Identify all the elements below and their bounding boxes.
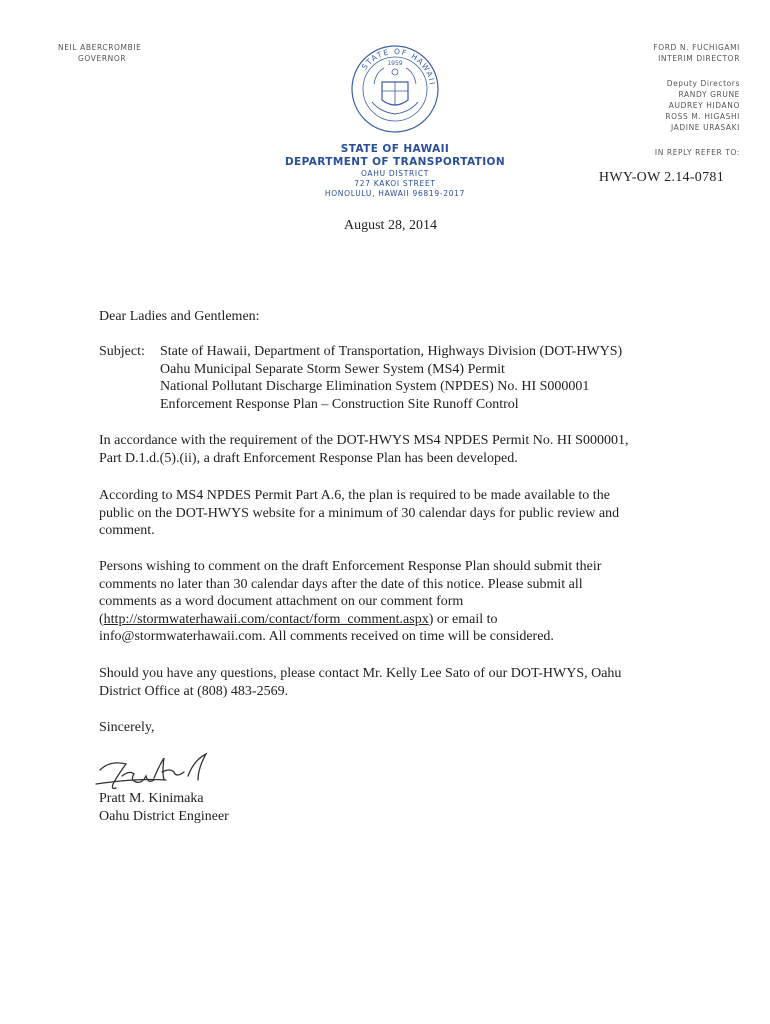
letter-date: August 28, 2014 [344, 218, 437, 233]
reply-label: IN REPLY REFER TO: [654, 148, 740, 157]
signer-block [99, 790, 679, 825]
agency-city: HONOLULU, HAWAII 96819-2017 [324, 189, 466, 198]
agency-address [250, 143, 540, 199]
subject-line: Enforcement Response Plan – Construction Site Runoff Control [160, 396, 519, 412]
state-seal-icon [350, 44, 440, 134]
signature-icon [92, 748, 222, 796]
subject-label: Subject: [99, 344, 145, 359]
agency-street: 727 KAKOI STREET [354, 179, 436, 188]
text-line [99, 611, 679, 629]
deputy-heading: Deputy Directors [666, 79, 740, 88]
text-line: Part D.1.d.(5).(ii), a draft Enforcement Response Plan has been developed. [99, 450, 518, 466]
seal-year: 1959 [387, 60, 403, 67]
director-name: FORD N. FUCHIGAMI [653, 43, 740, 52]
deputy-name: ROSS M. HIGASHI [665, 112, 740, 121]
text-line: Persons wishing to comment on the draft Enforcement Response Plan should submit their [99, 559, 602, 574]
closing: Sincerely, [99, 720, 155, 735]
text-line: comment. [99, 523, 155, 539]
text-line: Should you have any questions, please contact Mr. Kelly Lee Sato of our DOT-HWYS, Oahu [99, 666, 622, 681]
reference-number: HWY-OW 2.14-0781 [598, 170, 724, 185]
signer-title: Oahu District Engineer [99, 808, 229, 824]
agency-department: DEPARTMENT OF TRANSPORTATION [284, 156, 506, 168]
text-line: info@stormwaterhawaii.com. All comments received on time will be considered. [99, 629, 554, 645]
text-line: District Office at (808) 483-2569. [99, 683, 289, 699]
deputy-name: JADINE URASAKI [670, 123, 740, 132]
subject-line: National Pollutant Discharge Elimination System (NPDES) No. HI S000001 [160, 379, 590, 395]
subject-line: Oahu Municipal Separate Storm Sewer System (MS4) Permit [160, 361, 505, 377]
governor-block [58, 42, 142, 64]
agency-district: OAHU DISTRICT [360, 169, 430, 178]
paren-open: ( [99, 611, 104, 627]
director-block [653, 42, 740, 158]
deputy-name: AUDREY HIDANO [668, 101, 740, 110]
paragraph-availability [99, 487, 679, 540]
paragraph-requirement [99, 432, 679, 467]
link-suffix: ) or email to [428, 611, 498, 627]
text-line: According to MS4 NPDES Permit Part A.6, the plan is required to be made available to the [99, 488, 610, 503]
governor-title: GOVERNOR [78, 54, 127, 63]
paragraph-comments [99, 558, 679, 646]
governor-name: NEIL ABERCROMBIE [58, 43, 142, 52]
text-line: public on the DOT-HWYS website for a minimum of 30 calendar days for public review and [99, 505, 620, 521]
subject-block [99, 343, 679, 413]
deputy-name: RANDY GRUNE [678, 90, 740, 99]
comment-form-link[interactable]: http://stormwaterhawaii.com/contact/form_comment.aspx [103, 611, 429, 627]
director-title: INTERIM DIRECTOR [658, 54, 740, 63]
seal-ring-text: STATE OF HAWAII [359, 46, 437, 87]
subject-line: State of Hawaii, Department of Transportation, Highways Division (DOT-HWYS) [160, 344, 623, 359]
text-line: In accordance with the requirement of the DOT-HWYS MS4 NPDES Permit No. HI S000001, [99, 433, 629, 448]
agency-state: STATE OF HAWAII [340, 143, 450, 155]
signer-name: Pratt M. Kinimaka [99, 791, 204, 806]
text-line: comments no later than 30 calendar days after the date of this notice. Please submit all [99, 576, 583, 592]
salutation: Dear Ladies and Gentlemen: [99, 309, 260, 324]
paragraph-contact [99, 665, 679, 700]
text-line: comments as a word document attachment on our comment form [99, 594, 464, 610]
